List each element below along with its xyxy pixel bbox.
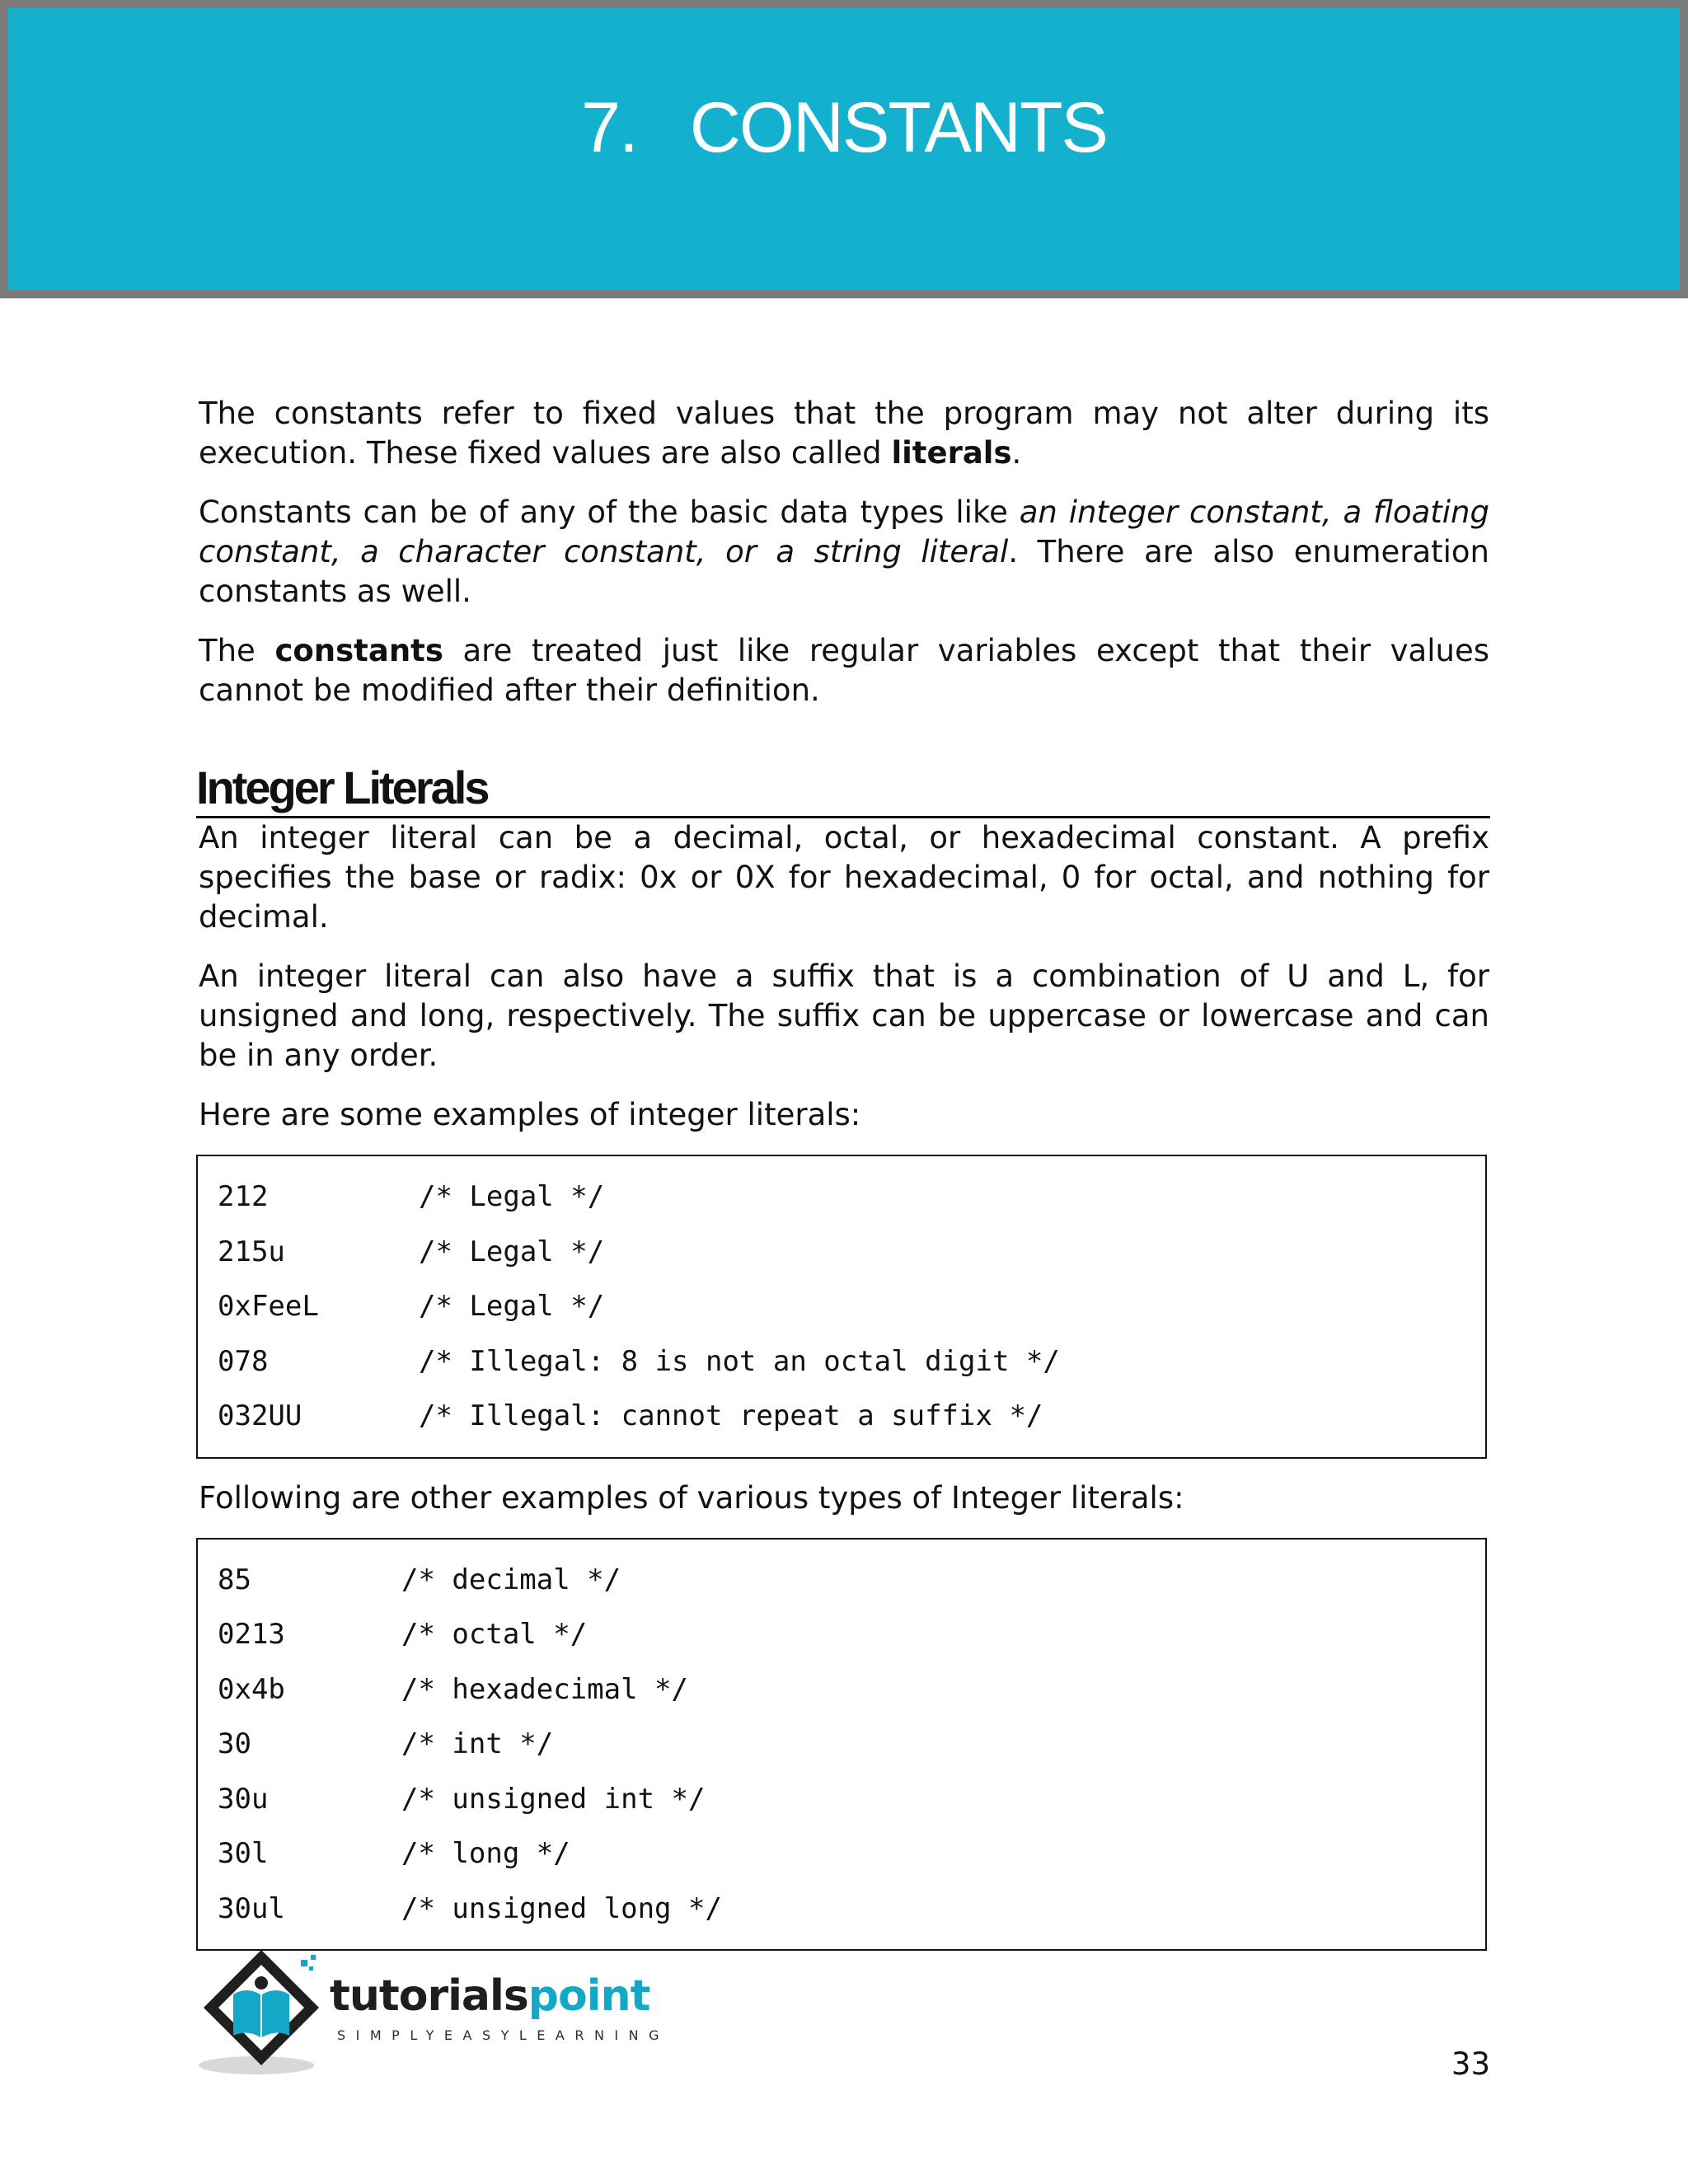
logo-tagline: SIMPLYEASYLEARNING xyxy=(337,2027,670,2043)
code-line: 0213 /* octal */ xyxy=(218,1618,588,1651)
section-paragraph-4: Following are other examples of various types of Integer literals: xyxy=(199,1479,1184,1516)
code-line: 30ul /* unsigned long */ xyxy=(218,1891,722,1925)
section-heading: Integer Literals xyxy=(196,765,1490,818)
page-number: 33 xyxy=(1451,2046,1490,2082)
tutorialspoint-logo xyxy=(195,1943,670,2079)
logo-wordmark: tutorialspoint xyxy=(330,1971,650,2021)
section-paragraph-2: An integer literal can also have a suffix that is a combination of U and L, for unsigned and long, respectively. The suffix can be uppercase or lowercase and can be in any order. xyxy=(199,958,1489,1073)
code-block-examples xyxy=(196,1155,1487,1459)
code-line: 078 /* Illegal: 8 is not an octal digit */ xyxy=(218,1344,1060,1378)
code-line: 032UU /* Illegal: cannot repeat a suffix */ xyxy=(218,1399,1043,1432)
code-line: 30u /* unsigned int */ xyxy=(218,1782,706,1816)
code-line: 0x4b /* hexadecimal */ xyxy=(218,1672,688,1706)
code-line: 0xFeeL /* Legal */ xyxy=(218,1290,605,1323)
code-block-types xyxy=(196,1538,1487,1952)
intro-paragraph-3: The constants are treated just like regular variables except that their values cannot be modified after their definition. xyxy=(199,633,1490,708)
code-line: 85 /* decimal */ xyxy=(218,1563,621,1596)
chapter-title xyxy=(8,88,1680,167)
literals-term: literals xyxy=(891,435,1012,471)
constants-term: constants xyxy=(274,633,443,668)
section-paragraph-3: Here are some examples of integer literals: xyxy=(199,1097,861,1132)
page-content xyxy=(196,394,1490,1971)
constant-types-italic: an integer constant, a floating constant, a character constant, or a string literal xyxy=(199,494,1489,569)
chapter-number: 7. xyxy=(581,88,637,167)
section-paragraph-1: An integer literal can be a decimal, octal, or hexadecimal constant. A prefix specifies the base or radix: 0x or 0X for hexadecimal, 0 for octal, and nothing for decimal. xyxy=(199,820,1489,935)
code-line: 30l /* long */ xyxy=(218,1837,570,1870)
code-line: 30 /* int */ xyxy=(218,1727,554,1760)
chapter-banner xyxy=(0,0,1688,298)
intro-paragraph-1: The constants refer to fixed values that the program may not alter during its execution. These fixed values are also called literals. xyxy=(199,396,1489,471)
logo-mark-icon xyxy=(195,1943,335,2079)
intro-paragraph-2: Constants can be of any of the basic data types like an integer constant, a floating constant, a character constant, or a string literal. There are also enumeration constants as well. xyxy=(199,494,1490,609)
code-line: 212 /* Legal */ xyxy=(218,1180,605,1213)
chapter-title-text: CONSTANTS xyxy=(689,88,1107,167)
code-line: 215u /* Legal */ xyxy=(218,1235,605,1268)
